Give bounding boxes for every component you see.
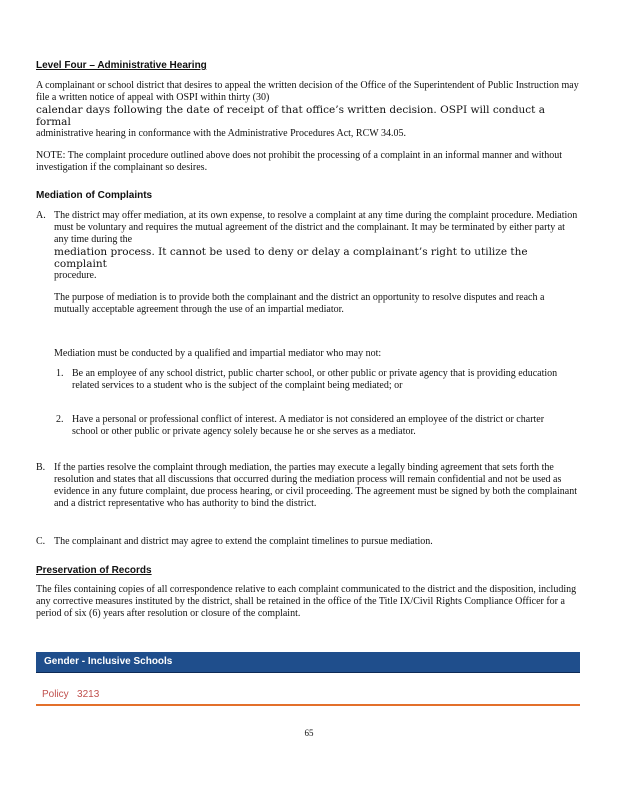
hearing-paragraph xyxy=(36,80,581,140)
purpose-paragraph: The purpose of mediation is to provide both the complainant and the district an opportunity to resolve disputes and reach a mutually acceptable agreement through the use of an impartial mediator. xyxy=(54,292,545,315)
list-item-C: C. The complainant and district may agree to extend the complaint timelines to pursue mediation. xyxy=(36,536,433,547)
list-marker: A. xyxy=(36,210,46,221)
conducted-paragraph: Mediation must be conducted by a qualified and impartial mediator who may not: xyxy=(54,348,382,359)
policy-label: Policy 3213 xyxy=(42,689,100,700)
note-paragraph: NOTE: The complaint procedure outlined above does not prohibit the processing of a complaint in an informal manner and without investigation if the complainant so desires. xyxy=(36,150,563,173)
preservation-paragraph: The files containing copies of all correspondence relative to each complaint communicated to the district and the disposition, including any corrective measures instituted by the district, shall be retained in the office of the Title IX/Civil Rights Compliance Officer for a period of six (6) years after resolution or closure of the complaint. xyxy=(36,584,577,619)
sub-item-1: 1. Be an employee of any school district, public charter school, or other public or private agency that is providing education related services to a student who is the subject of the complaint being mediated; or xyxy=(56,368,558,391)
list-marker: 1. xyxy=(56,368,64,379)
list-item-A xyxy=(36,210,578,282)
footer-banner xyxy=(36,652,580,673)
page-number: 65 xyxy=(304,728,314,738)
item-a-text-2: mediation process. It cannot be used to deny or delay a complainant’s right to utilize the complaint xyxy=(54,246,528,270)
preservation-heading: Preservation of Records xyxy=(36,565,152,576)
item-a-text-3: procedure. xyxy=(54,270,97,281)
list-item-B: B. If the parties resolve the complaint through mediation, the parties may execute a legally binding agreement that sets forth the resolution and states that all discussions that occurred during the mediation process will remain confidential and not be used as evidence in any future complaint, due process hearing, or civil proceeding. The agreement must be signed by both the complainant and a district representative who has authority to bind the district. xyxy=(36,462,577,509)
list-marker: C. xyxy=(36,536,46,547)
banner-title: Gender - Inclusive Schools xyxy=(44,656,173,667)
footer-divider xyxy=(36,704,580,706)
list-marker: B. xyxy=(36,462,46,473)
section-heading: Level Four – Administrative Hearing xyxy=(36,60,207,71)
list-marker: 2. xyxy=(56,414,64,425)
hearing-text-3: administrative hearing in conformance with the Administrative Procedures Act, RCW 34.05. xyxy=(36,128,407,139)
sub-item-2: 2. Have a personal or professional conflict of interest. A mediator is not considered an employee of the district or charter school or other public or private agency solely because he or she serves as a mediator. xyxy=(56,414,545,437)
item-a-text-1: The district may offer mediation, at its own expense, to resolve a complaint at any time during the complaint procedure. Mediation must be voluntary and requires the mutual agreement of the district and the complainant. It may be terminated by either party at any time during the xyxy=(54,210,578,245)
hearing-text-1: A complainant or school district that desires to appeal the written decision of the Office of the Superintendent of Public Instruction may file a written notice of appeal with OSPI within thirty (30) xyxy=(36,80,579,103)
hearing-text-2: calendar days following the date of receipt of that office’s written decision. OSPI will conduct a formal xyxy=(36,104,545,128)
mediation-heading: Mediation of Complaints xyxy=(36,190,153,201)
